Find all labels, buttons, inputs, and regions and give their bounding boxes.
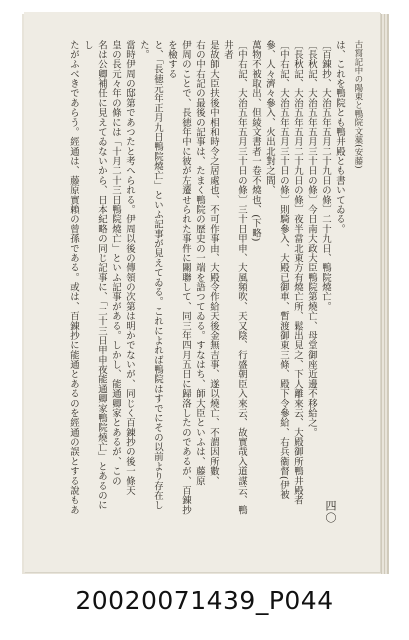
- text-column: 右の中右記の最後の記事は、たまく鴨院の歴史の一端を語つてゐる。すなはち、師大臣といふは、藤原: [194, 40, 205, 486]
- text-column: 是故師大臣扶後中相和時令之居處也、不可作事由、大殿令作給天後金無吉事、遂以燒亡、不謂因所數、: [208, 40, 219, 486]
- page-edge: [387, 14, 388, 574]
- text-column: 〔中右記、大治五年五月三十日の條〕則騎參入、大殿已御車、暫渡御東三條、殿下令參給、右兵衞督(伊被參、人々濟々參入、火出北對之間、: [264, 40, 289, 500]
- running-header: 古寫記中の陽東と鴨院文薬(安藤): [354, 40, 364, 169]
- text-column: 伊周のことで、長徳年中に彼が左遷せられた事件に關聯して、同三年四月五日に歸洛したのであるが、百錬抄を檢する: [166, 40, 191, 515]
- text-column: 〔長秋記、大治五年五月三十日の條〕今日南大政大臣鴨院第燒亡、母堂御座近邊不移給之。: [306, 40, 317, 438]
- text-column: たがふべきであらう。經通は、藤原實賴の曾孫である。或は、百錬抄に能通とあるのを經通の誤とする說もあ: [68, 40, 79, 515]
- page-number: 四〇: [324, 500, 337, 524]
- text-column: は、これを鴨院とも鴨井殿とも書いてゐる。: [334, 40, 345, 234]
- text-column: 〔中右記、大治五年五月三十日の條〕三十日甲申、大風頻吹、天又陰、行盛朝臣入來云、故實哉入道謀云、鴨井者: [222, 40, 247, 515]
- image-caption: 20020071439_P044: [75, 586, 334, 615]
- text-column: 萬物不被取出、但綾文書者一卷不燒也、(下略): [250, 40, 261, 242]
- text-column: 名は公卿補任に見えてゐないから、日本紀略の同じ記事に、「二十三日甲申夜能通卿家鴨院燒亡」とあるのにし: [82, 40, 107, 511]
- page-edge: [384, 14, 385, 574]
- text-column: 〔百錬抄、大治五年五月二十九日の條〕二十九日、鴨院燒亡。: [320, 40, 331, 312]
- text-column: と、「長徳元年正月九日鴨院燒亡」といふ記事が見えてゐる。これによれば鴨院はすでにその以前より存在した。: [138, 40, 163, 511]
- page-edge: [381, 14, 382, 574]
- text-column: 〔長秋記、大治五年五月二十九日の條〕夜半當北東方有燒亡所、鬆出見之、下人離來云、大殿御所鴨井殿者: [292, 40, 303, 506]
- text-column: 皇の長元々年の條には「十月二十三日鴨院燒亡」といふ記事がある。しかし、能通卿家とあるが、この: [110, 40, 121, 486]
- body-text: [48, 40, 366, 516]
- text-column: 當時伊周の邸第であつたと考へられる。伊周以後の傳領の次第は明かでないが、同じく百錬抄の後一條天: [124, 40, 135, 496]
